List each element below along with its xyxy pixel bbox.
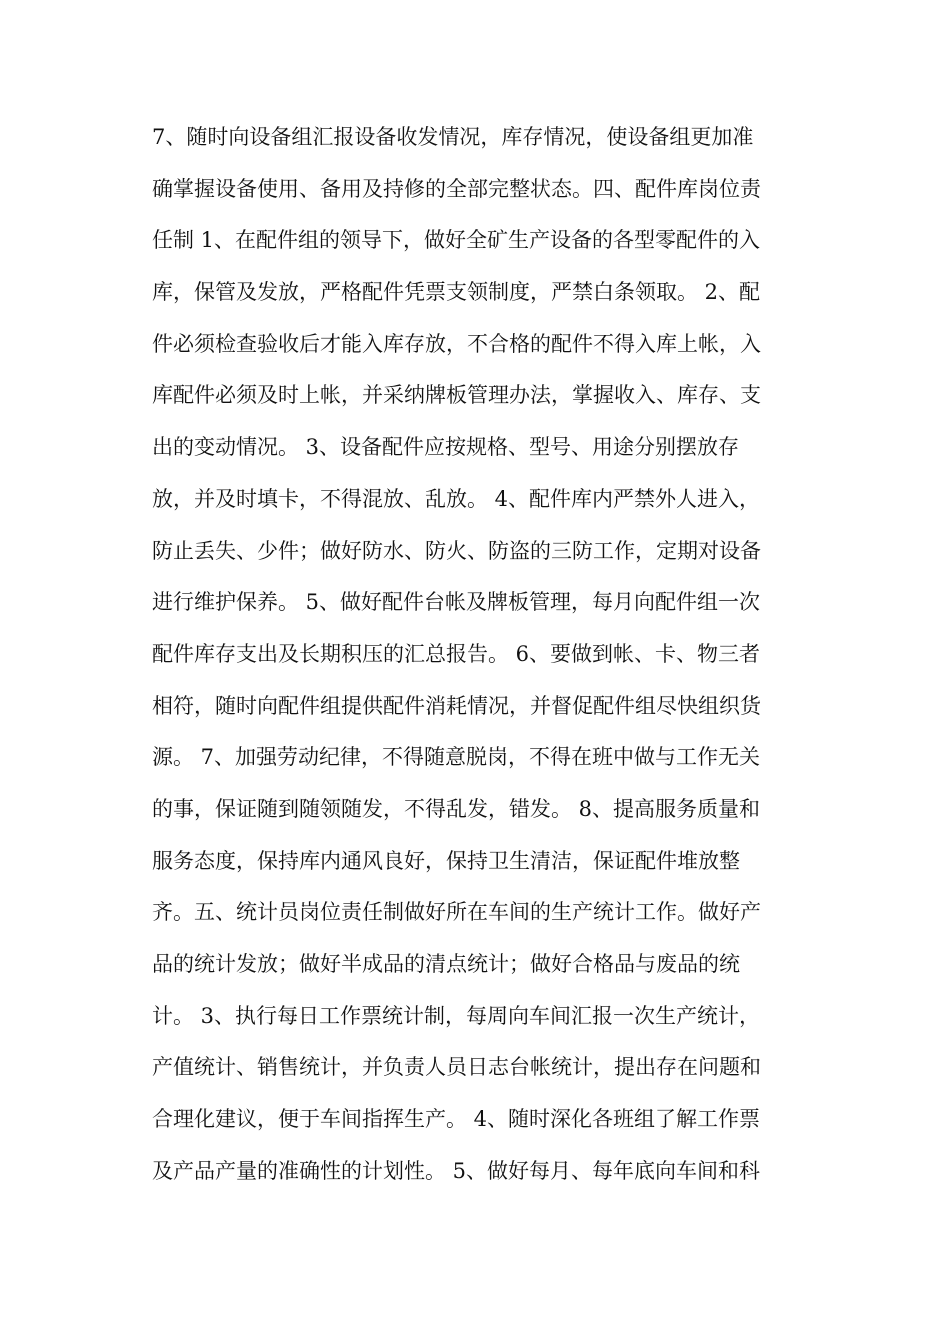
text-line: 7、随时向设备组汇报设备收发情况，库存情况，使设备组更加准 [152, 125, 754, 149]
text-line: 防止丢失、少件；做好防水、防火、防盗的三防工作，定期对设备 [152, 538, 761, 563]
text-line: 件必须检查验收后才能入库存放，不合格的配件不得入库上帐，入 [152, 331, 761, 356]
text-line: 及产品产量的准确性的计划性。 5、做好每月、每年底向车间和科 [152, 1158, 761, 1183]
text-line: 合理化建议，便于车间指挥生产。 4、随时深化各班组了解工作票 [152, 1107, 761, 1132]
text-line: 相符，随时向配件组提供配件消耗情况，并督促配件组尽快组织货 [152, 693, 761, 718]
text-line: 的事，保证随到随领随发，不得乱发，错发。 8、提高服务质量和 [152, 796, 761, 821]
text-line: 库，保管及发放，严格配件凭票支领制度，严禁白条领取。 2、配 [152, 280, 761, 305]
text-line: 确掌握设备使用、备用及持修的全部完整状态。四、配件库岗位责 [152, 176, 761, 201]
body-text [152, 112, 812, 1197]
text-line: 品的统计发放；做好半成品的清点统计；做好合格品与废品的统 [152, 952, 740, 976]
text-line: 源。 7、加强劳动纪律，不得随意脱岗，不得在班中做与工作无关 [152, 745, 761, 770]
text-line: 产值统计、销售统计，并负责人员日志台帐统计，提出存在问题和 [152, 1055, 761, 1080]
text-line: 放，并及时填卡，不得混放、乱放。 4、配件库内严禁外人进入， [152, 486, 761, 511]
text-line: 任制 1、在配件组的领导下，做好全矿生产设备的各型零配件的入 [152, 228, 761, 253]
text-line: 齐。五、统计员岗位责任制做好所在车间的生产统计工作。做好产 [152, 900, 761, 925]
text-line: 出的变动情况。 3、设备配件应按规格、型号、用途分别摆放存 [152, 435, 740, 460]
text-line: 配件库存支出及长期积压的汇总报告。 6、要做到帐、卡、物三者 [152, 641, 761, 666]
text-line: 库配件必须及时上帐，并采纳牌板管理办法，掌握收入、库存、支 [152, 383, 761, 408]
text-line: 服务态度，保持库内通风良好，保持卫生清洁，保证配件堆放整 [152, 848, 740, 873]
text-line: 计。 3、执行每日工作票统计制，每周向车间汇报一次生产统计， [152, 1003, 761, 1028]
text-line: 进行维护保养。 5、做好配件台帐及牌板管理，每月向配件组一次 [152, 590, 761, 615]
